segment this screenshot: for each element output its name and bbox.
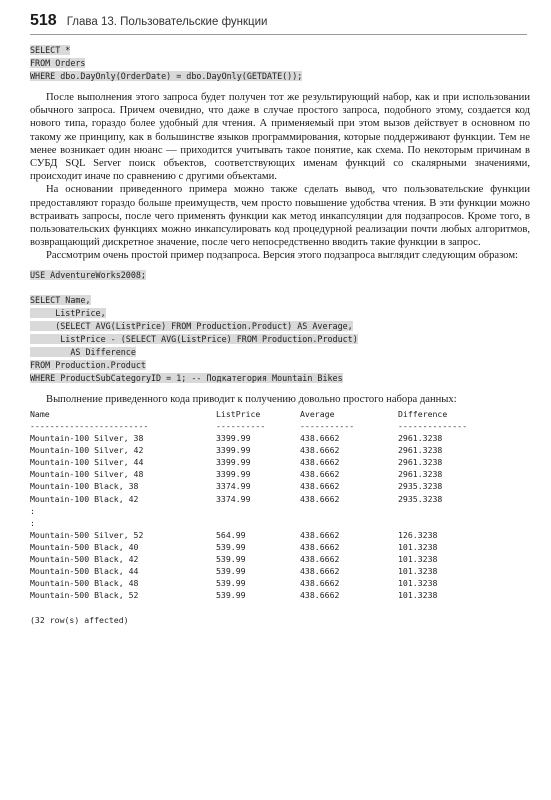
table-row	[30, 480, 528, 492]
table-cell: 101.3238	[398, 566, 438, 577]
table-cell: 438.6662	[300, 566, 340, 577]
result-header-row	[30, 408, 528, 420]
table-cell: 3374.99	[216, 481, 251, 492]
table-cell: 3399.99	[216, 445, 251, 456]
separator-cell: -----------	[300, 420, 355, 431]
table-cell	[398, 505, 528, 517]
table-cell: 3399.99	[216, 433, 251, 444]
table-cell: 539.99	[216, 590, 246, 601]
table-cell: 101.3238	[398, 553, 438, 564]
code-text: USE AdventureWorks2008;	[30, 269, 146, 280]
table-cell: 539.99	[216, 553, 246, 564]
table-cell: 126.3238	[398, 529, 438, 540]
code-text: SELECT *	[30, 45, 71, 55]
code-block-subquery	[30, 294, 530, 385]
code-text: AS Difference	[30, 346, 136, 357]
table-cell: 438.6662	[300, 457, 340, 468]
table-cell: 539.99	[216, 578, 246, 589]
code-block-orders	[30, 44, 530, 83]
table-cell: 3374.99	[216, 493, 251, 504]
table-cell: Mountain-500 Black, 42	[30, 553, 139, 564]
table-cell: Mountain-100 Silver, 42	[30, 445, 144, 456]
code-line	[30, 294, 530, 307]
table-cell	[216, 517, 300, 529]
code-line	[30, 320, 530, 333]
body-paragraph: После выполнения этого запроса будет получен тот же результирующий набор, как и при использовании обычного запроса. Причем очевидно, что даже в случае простого запроса, подобного этому, создается код нового типа, гораздо более удобный для чтения. А применяемый при этом вызов действует в основном по такому же принципу, как в большинстве языков программирования, которые поддерживают функции. Тем не менее возникает один нюанс — приходится учитывать такое понятие, как схема. По некоторым причинам в СУБД SQL Server поиск объектов, соответствующих именам функций со скалярными значениями, происходит иначе по сравнению с другими объектами.	[30, 92, 530, 183]
separator-cell: ------------------------	[30, 420, 149, 431]
table-cell: 438.6662	[300, 529, 340, 540]
table-row	[30, 577, 528, 589]
table-cell: 438.6662	[300, 481, 340, 492]
body-paragraph: Рассмотрим очень простой пример подзапроса. Версия этого подзапроса выглядит следующим образом:	[46, 250, 519, 262]
table-cell: 438.6662	[300, 541, 340, 552]
table-cell: 438.6662	[300, 493, 340, 504]
table-cell: 101.3238	[398, 541, 438, 552]
table-cell	[398, 517, 528, 529]
table-row	[30, 517, 528, 529]
separator-cell: ----------	[216, 420, 266, 431]
table-cell: 2935.3238	[398, 481, 443, 492]
table-row	[30, 432, 528, 444]
table-cell: 539.99	[216, 566, 246, 577]
table-row	[30, 505, 528, 517]
table-row	[30, 589, 528, 601]
code-block-use	[30, 269, 530, 282]
table-cell: 3399.99	[216, 469, 251, 480]
table-cell	[216, 505, 300, 517]
table-row	[30, 529, 528, 541]
table-cell: 539.99	[216, 541, 246, 552]
table-cell: 438.6662	[300, 445, 340, 456]
code-line	[30, 269, 530, 282]
table-row	[30, 553, 528, 565]
table-cell: Mountain-100 Silver, 44	[30, 457, 144, 468]
code-line	[30, 307, 530, 320]
code-line	[30, 57, 530, 70]
column-header-name: Name	[30, 408, 50, 419]
table-cell	[300, 517, 398, 529]
table-cell: Mountain-500 Black, 52	[30, 590, 139, 601]
table-cell: Mountain-100 Silver, 38	[30, 433, 144, 444]
table-cell: 2961.3238	[398, 445, 443, 456]
code-line	[30, 359, 530, 372]
table-row	[30, 444, 528, 456]
table-row	[30, 565, 528, 577]
page-number: 518	[30, 12, 57, 29]
result-table	[30, 408, 528, 602]
page-content	[30, 44, 530, 625]
code-line	[30, 44, 530, 57]
table-cell: 2961.3238	[398, 469, 443, 480]
code-text: ListPrice - (SELECT AVG(ListPrice) FROM Production.Product)	[30, 333, 358, 344]
rows-affected-note: (32 row(s) affected)	[30, 615, 129, 626]
code-text: FROM Production.Product	[30, 359, 146, 370]
table-cell: 2935.3238	[398, 493, 443, 504]
separator-cell: --------------	[398, 420, 468, 431]
column-header-listprice: ListPrice	[216, 408, 261, 419]
table-cell: 438.6662	[300, 590, 340, 601]
column-header-difference: Difference	[398, 408, 448, 419]
table-cell: 101.3238	[398, 578, 438, 589]
table-cell: 438.6662	[300, 553, 340, 564]
code-line	[30, 70, 530, 83]
table-cell: 438.6662	[300, 469, 340, 480]
chapter-title: Глава 13. Пользовательские функции	[66, 16, 268, 28]
code-text: WHERE ProductSubCategoryID = 1; -- Подкатегория Mountain Bikes	[30, 372, 343, 383]
table-cell: 564.99	[216, 529, 246, 540]
table-cell: 2961.3238	[398, 457, 443, 468]
table-cell	[300, 505, 398, 517]
table-cell: :	[30, 505, 35, 516]
table-cell: Mountain-500 Black, 48	[30, 578, 139, 589]
table-cell: Mountain-500 Silver, 52	[30, 529, 144, 540]
table-cell: :	[30, 517, 35, 528]
result-intro-paragraph: Выполнение приведенного кода приводит к получению довольно простого набора данных:	[46, 393, 457, 405]
table-cell: Mountain-100 Black, 38	[30, 481, 139, 492]
code-text: (SELECT AVG(ListPrice) FROM Production.Product) AS Average,	[30, 320, 353, 331]
body-paragraphs	[30, 91, 530, 263]
code-text: WHERE dbo.DayOnly(OrderDate) = dbo.DayOnly(GETDATE());	[30, 71, 303, 81]
table-cell: 2961.3238	[398, 433, 443, 444]
code-line	[30, 372, 530, 385]
column-header-average: Average	[300, 408, 335, 419]
table-row	[30, 541, 528, 553]
page-header	[30, 12, 527, 35]
code-line	[30, 333, 530, 346]
table-cell: Mountain-500 Black, 40	[30, 541, 139, 552]
code-text: FROM Orders	[30, 58, 86, 68]
table-cell: 438.6662	[300, 578, 340, 589]
code-text: SELECT Name,	[30, 294, 91, 305]
table-row	[30, 468, 528, 480]
body-paragraph: На основании приведенного примера можно также сделать вывод, что пользовательские функции предоставляют гораздо больше преимуществ, чем просто повышение удобства чтения. В эти функции можно встраивать запросы, после чего применять функции как метод инкапсуляции для подзапросов. Кроме того, в пользовательских функциях можно инкапсулировать код процедурной реализации почти любых алгоритмов, возвращающий дискретное значение, после чего непосредственно вводить такие функции в запрос.	[30, 184, 530, 249]
table-cell: 3399.99	[216, 457, 251, 468]
table-cell: Mountain-500 Black, 44	[30, 566, 139, 577]
code-text: ListPrice,	[30, 307, 106, 318]
table-row	[30, 456, 528, 468]
code-line	[30, 346, 530, 359]
table-cell: 438.6662	[300, 433, 340, 444]
table-cell: 101.3238	[398, 590, 438, 601]
table-row	[30, 493, 528, 505]
result-separator-row	[30, 420, 528, 432]
table-cell: Mountain-100 Silver, 48	[30, 469, 144, 480]
table-cell: Mountain-100 Black, 42	[30, 493, 139, 504]
